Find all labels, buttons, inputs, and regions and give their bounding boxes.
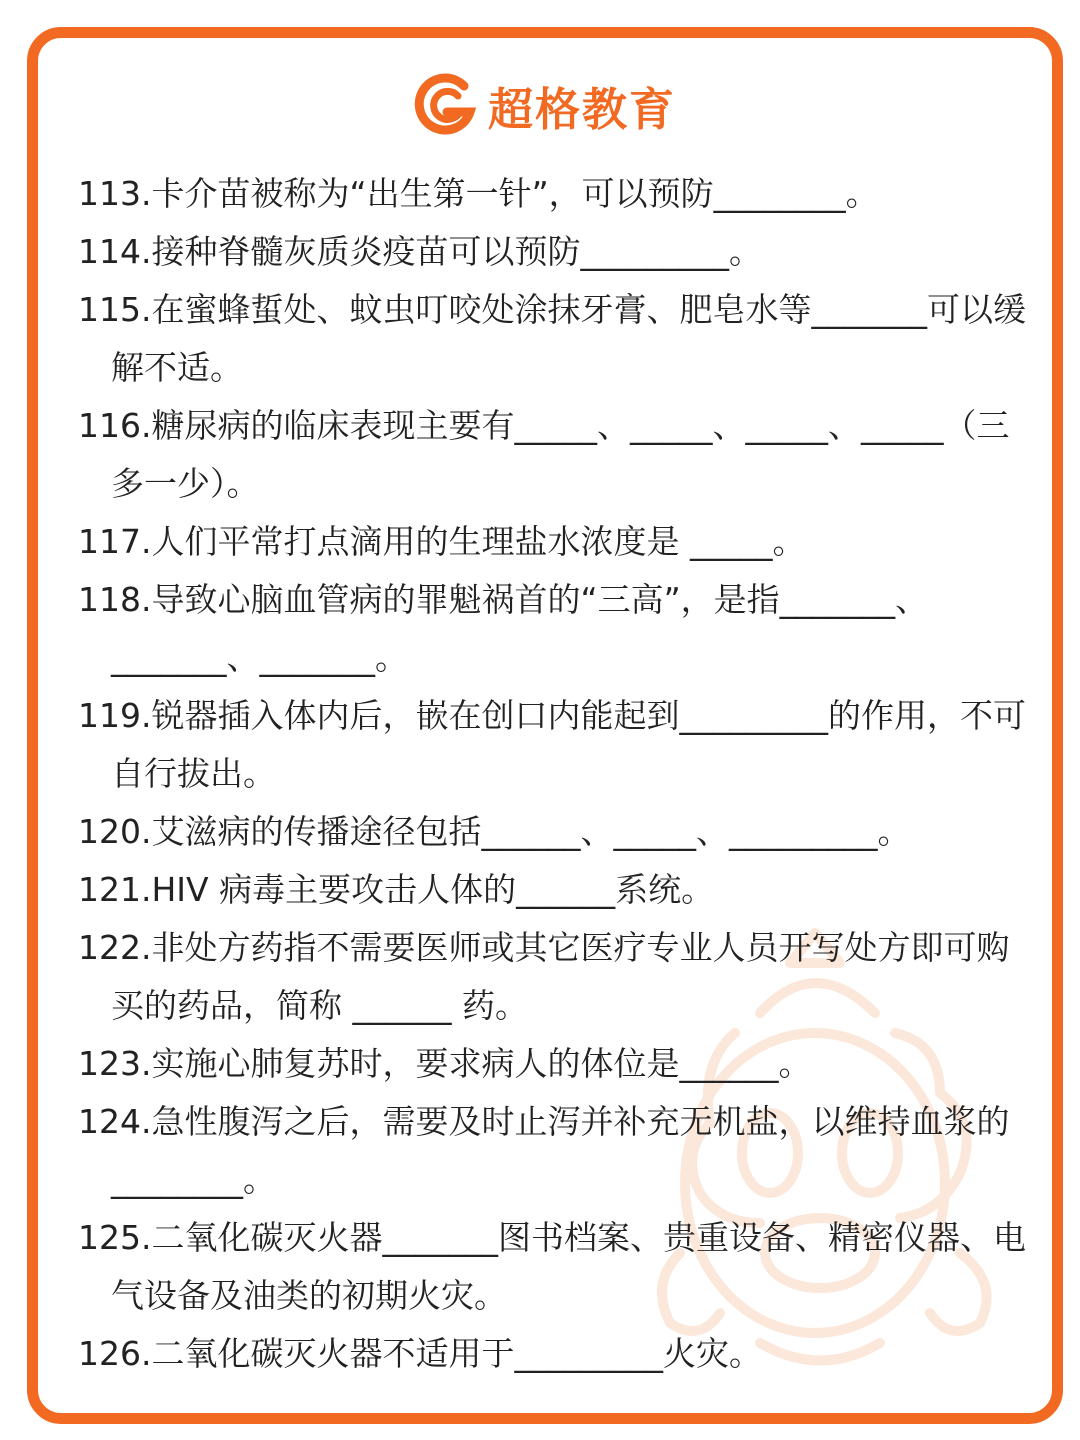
question-126: 126.二氧化碳灭火器不适用于_________火灾。 [78,1334,762,1373]
question-120: 120.艾滋病的传播途径包括______、_____、_________。 [78,812,911,851]
question-116: 116.糖尿病的临床表现主要有_____、_____、_____、_____（三多一少）。 [78,406,1010,503]
question-list [78,165,1032,1383]
brand-g-icon [414,72,480,138]
brand-name: 超格教育 [487,82,676,136]
brand-header [38,70,1052,140]
question-113: 113.卡介苗被称为“出生第一针”，可以预防________。 [78,174,879,213]
question-114: 114.接种脊髓灰质炎疫苗可以预防_________。 [78,232,762,271]
question-121: 121.HIV 病毒主要攻击人体的______系统。 [78,870,715,909]
question-124: 124.急性腹泻之后，需要及时止泻并补充无机盐，以维持血浆的________。 [78,1102,1010,1199]
question-118: 118.导致心脑血管病的罪魁祸首的“三高”，是指_______、_______、_______。 [78,580,929,677]
question-125: 125.二氧化碳灭火器_______图书档案、贵重设备、精密仪器、电气设备及油类的初期火灾。 [78,1218,1026,1315]
question-123: 123.实施心肺复苏时，要求病人的体位是______。 [78,1044,812,1083]
question-115: 115.在蜜蜂蜇处、蚊虫叮咬处涂抹牙膏、肥皂水等_______可以缓解不适。 [78,290,1026,387]
question-122: 122.非处方药指不需要医师或其它医疗专业人员开写处方即可购买的药品，简称 ______ 药。 [78,928,1010,1025]
page-frame [27,27,1063,1424]
question-117: 117.人们平常打点滴用的生理盐水浓度是 _____。 [78,522,806,561]
question-119: 119.锐器插入体内后，嵌在创口内能起到_________的作用，不可自行拔出。 [78,696,1026,793]
